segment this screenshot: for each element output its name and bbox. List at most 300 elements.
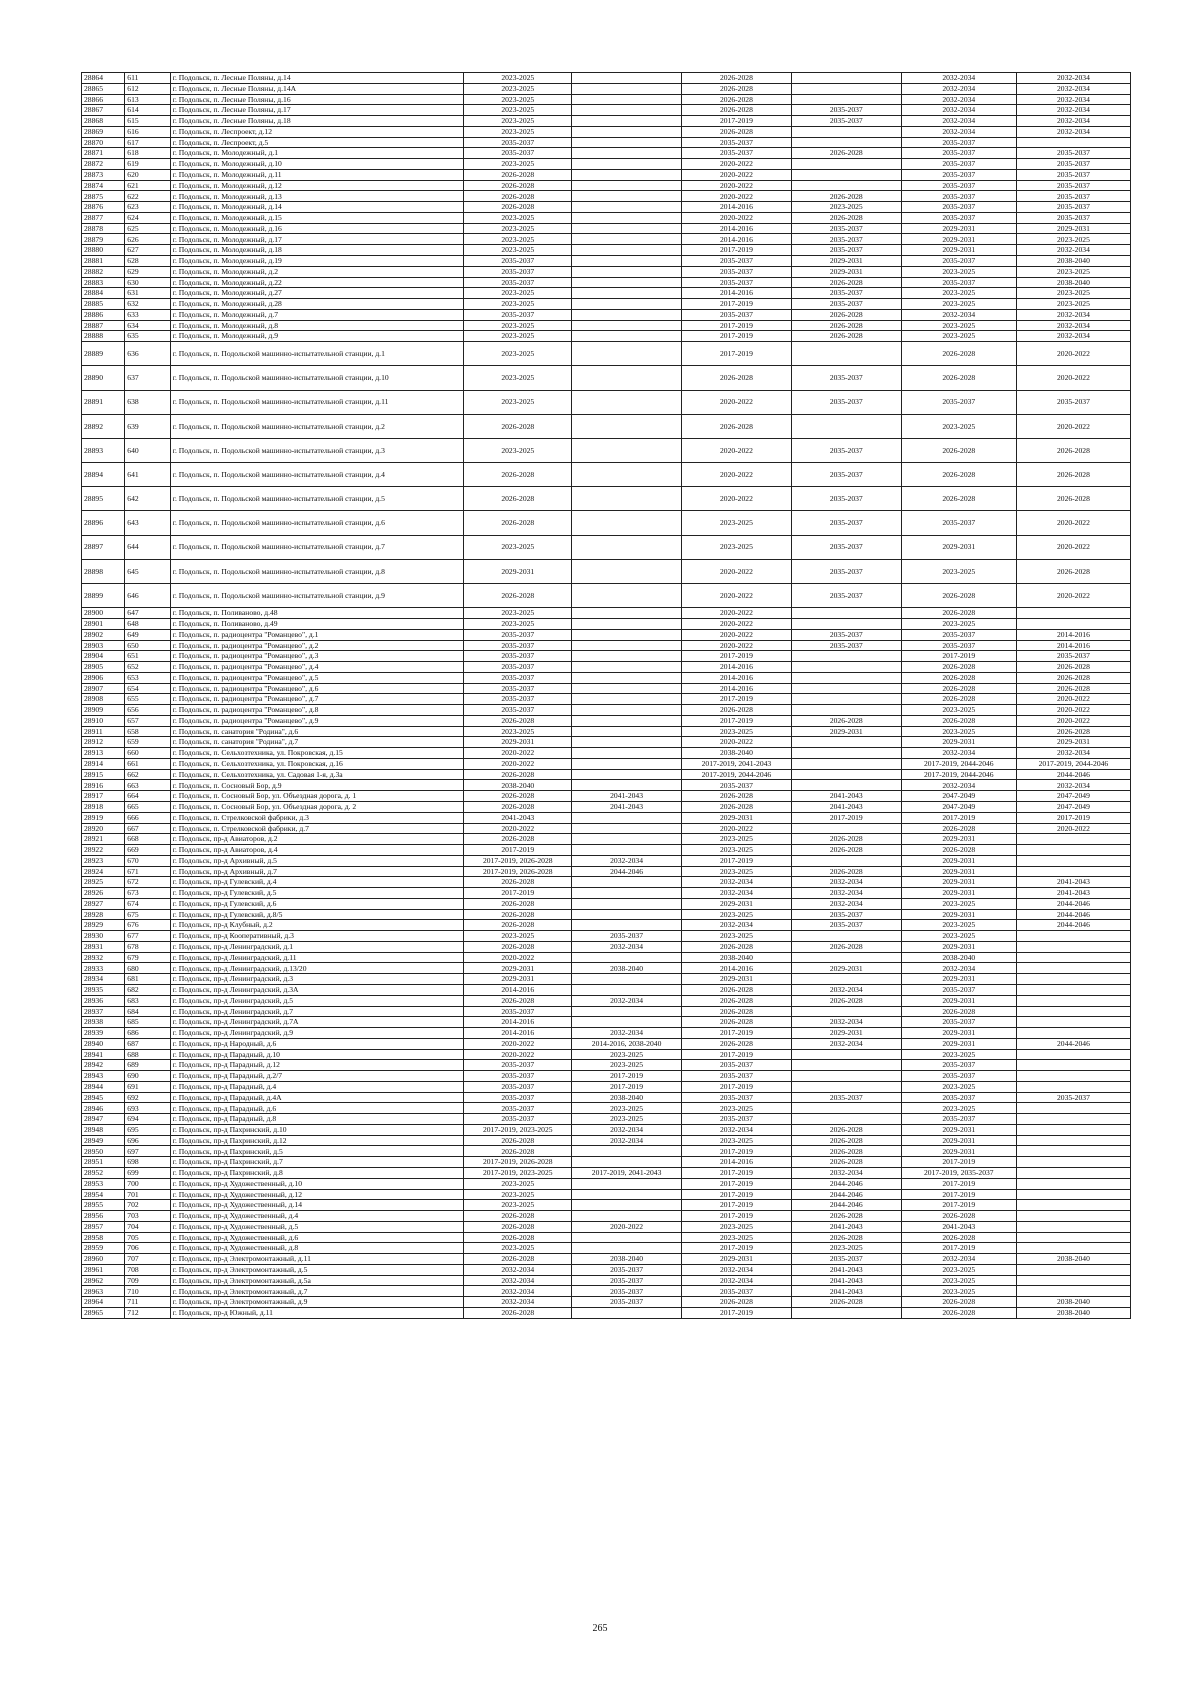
period-6-cell: 2023-2025 <box>1016 234 1130 245</box>
item-number-cell: 628 <box>125 256 170 267</box>
address-cell: г. Подольск, п. Лесные Поляны, д.16 <box>170 94 464 105</box>
registry-number-cell: 28965 <box>82 1307 125 1318</box>
period-5-cell: 2023-2025 <box>901 898 1016 909</box>
period-5-cell: 2032-2034 <box>901 94 1016 105</box>
address-cell: г. Подольск, пр-д Ленинградский, д.7А <box>170 1017 464 1028</box>
period-3-cell: 2017-2019 <box>682 715 792 726</box>
period-5-cell: 2017-2019 <box>901 1178 1016 1189</box>
period-4-cell: 2041-2043 <box>791 1264 901 1275</box>
registry-number-cell: 28954 <box>82 1189 125 1200</box>
period-1-cell: 2023-2025 <box>464 126 572 137</box>
registry-number-cell: 28944 <box>82 1081 125 1092</box>
period-4-cell: 2035-2037 <box>791 559 901 583</box>
address-cell: г. Подольск, пр-д Парадный, д.2/7 <box>170 1071 464 1082</box>
table-row <box>82 737 1131 748</box>
period-1-cell: 2023-2025 <box>464 1178 572 1189</box>
address-cell: г. Подольск, п. Молодежный, д.18 <box>170 245 464 256</box>
table-row <box>82 511 1131 535</box>
period-3-cell: 2032-2034 <box>682 1264 792 1275</box>
item-number-cell: 655 <box>125 694 170 705</box>
period-4-cell: 2032-2034 <box>791 1038 901 1049</box>
period-5-cell: 2017-2019, 2044-2046 <box>901 758 1016 769</box>
item-number-cell: 690 <box>125 1071 170 1082</box>
period-4-cell: 2026-2028 <box>791 320 901 331</box>
address-cell: г. Подольск, пр-д Ленинградский, д.7 <box>170 1006 464 1017</box>
item-number-cell: 692 <box>125 1092 170 1103</box>
period-2-cell <box>572 1200 682 1211</box>
period-3-cell: 2014-2016 <box>682 223 792 234</box>
item-number-cell: 687 <box>125 1038 170 1049</box>
period-6-cell: 2020-2022 <box>1016 715 1130 726</box>
period-5-cell: 2017-2019 <box>901 1200 1016 1211</box>
period-1-cell: 2023-2025 <box>464 105 572 116</box>
period-4-cell <box>791 73 901 84</box>
period-3-cell: 2035-2037 <box>682 1071 792 1082</box>
item-number-cell: 620 <box>125 169 170 180</box>
item-number-cell: 703 <box>125 1211 170 1222</box>
period-6-cell <box>1016 866 1130 877</box>
item-number-cell: 654 <box>125 683 170 694</box>
period-2-cell <box>572 1157 682 1168</box>
period-5-cell: 2017-2019, 2035-2037 <box>901 1168 1016 1179</box>
address-cell: г. Подольск, п. Сосновый Бор, ул. Объездная дорога, д. 2 <box>170 801 464 812</box>
period-4-cell: 2026-2028 <box>791 995 901 1006</box>
period-2-cell <box>572 159 682 170</box>
period-2-cell <box>572 73 682 84</box>
registry-number-cell: 28946 <box>82 1103 125 1114</box>
period-4-cell <box>791 737 901 748</box>
address-cell: г. Подольск, п. Молодежный, д.17 <box>170 234 464 245</box>
address-cell: г. Подольск, пр-д Архивный, д.5 <box>170 855 464 866</box>
period-6-cell: 2029-2031 <box>1016 737 1130 748</box>
period-3-cell: 2023-2025 <box>682 866 792 877</box>
period-5-cell: 2035-2037 <box>901 212 1016 223</box>
address-cell: г. Подольск, пр-д Пахринский, д.7 <box>170 1157 464 1168</box>
period-5-cell: 2038-2040 <box>901 952 1016 963</box>
period-3-cell: 2020-2022 <box>682 191 792 202</box>
period-4-cell <box>791 758 901 769</box>
period-1-cell: 2026-2028 <box>464 1146 572 1157</box>
period-6-cell: 2035-2037 <box>1016 202 1130 213</box>
period-3-cell: 2032-2034 <box>682 877 792 888</box>
table-row <box>82 277 1131 288</box>
period-5-cell: 2023-2025 <box>901 1286 1016 1297</box>
table-row <box>82 898 1131 909</box>
period-3-cell: 2020-2022 <box>682 212 792 223</box>
period-3-cell: 2020-2022 <box>682 390 792 414</box>
period-6-cell <box>1016 931 1130 942</box>
period-3-cell: 2014-2016 <box>682 963 792 974</box>
period-2-cell <box>572 1006 682 1017</box>
registry-number-cell: 28907 <box>82 683 125 694</box>
period-6-cell: 2020-2022 <box>1016 342 1130 366</box>
period-3-cell: 2026-2028 <box>682 1297 792 1308</box>
registry-number-cell: 28923 <box>82 855 125 866</box>
item-number-cell: 626 <box>125 234 170 245</box>
item-number-cell: 661 <box>125 758 170 769</box>
table-row <box>82 941 1131 952</box>
table-row <box>82 342 1131 366</box>
address-cell: г. Подольск, п. Поливаново, д.49 <box>170 618 464 629</box>
item-number-cell: 633 <box>125 309 170 320</box>
period-5-cell: 2035-2037 <box>901 256 1016 267</box>
period-6-cell: 2032-2034 <box>1016 116 1130 127</box>
period-3-cell: 2017-2019 <box>682 1189 792 1200</box>
period-5-cell: 2047-2049 <box>901 791 1016 802</box>
period-1-cell: 2035-2037 <box>464 1060 572 1071</box>
period-2-cell <box>572 234 682 245</box>
period-1-cell: 2032-2034 <box>464 1297 572 1308</box>
period-2-cell: 2044-2046 <box>572 866 682 877</box>
period-5-cell: 2017-2019 <box>901 812 1016 823</box>
period-4-cell: 2032-2034 <box>791 877 901 888</box>
table-row <box>82 877 1131 888</box>
period-3-cell: 2023-2025 <box>682 726 792 737</box>
period-5-cell: 2023-2025 <box>901 320 1016 331</box>
period-5-cell: 2029-2031 <box>901 234 1016 245</box>
period-1-cell: 2035-2037 <box>464 1114 572 1125</box>
period-1-cell: 2029-2031 <box>464 963 572 974</box>
period-6-cell: 2032-2034 <box>1016 309 1130 320</box>
period-4-cell: 2035-2037 <box>791 1254 901 1265</box>
item-number-cell: 705 <box>125 1232 170 1243</box>
registry-number-cell: 28948 <box>82 1124 125 1135</box>
period-4-cell <box>791 608 901 619</box>
item-number-cell: 711 <box>125 1297 170 1308</box>
period-1-cell: 2023-2025 <box>464 366 572 390</box>
address-cell: г. Подольск, пр-д Пахринский, д.5 <box>170 1146 464 1157</box>
period-6-cell <box>1016 995 1130 1006</box>
period-5-cell: 2026-2028 <box>901 1297 1016 1308</box>
period-5-cell: 2026-2028 <box>901 608 1016 619</box>
period-5-cell: 2023-2025 <box>901 1264 1016 1275</box>
item-number-cell: 634 <box>125 320 170 331</box>
period-1-cell: 2023-2025 <box>464 390 572 414</box>
table-row <box>82 180 1131 191</box>
item-number-cell: 637 <box>125 366 170 390</box>
period-3-cell: 2017-2019 <box>682 1211 792 1222</box>
period-1-cell: 2035-2037 <box>464 1092 572 1103</box>
period-3-cell: 2017-2019 <box>682 1243 792 1254</box>
address-cell: г. Подольск, п. Молодежный, д.11 <box>170 169 464 180</box>
registry-number-cell: 28963 <box>82 1286 125 1297</box>
period-1-cell: 2035-2037 <box>464 640 572 651</box>
period-6-cell: 2020-2022 <box>1016 535 1130 559</box>
address-cell: г. Подольск, п. Молодежный, д.9 <box>170 331 464 342</box>
period-4-cell: 2029-2031 <box>791 256 901 267</box>
registry-number-cell: 28895 <box>82 487 125 511</box>
period-4-cell: 2029-2031 <box>791 963 901 974</box>
period-5-cell: 2035-2037 <box>901 148 1016 159</box>
period-5-cell: 2029-2031 <box>901 1038 1016 1049</box>
registry-number-cell: 28873 <box>82 169 125 180</box>
period-5-cell: 2029-2031 <box>901 974 1016 985</box>
period-2-cell: 2017-2019, 2041-2043 <box>572 1168 682 1179</box>
period-4-cell: 2041-2043 <box>791 1221 901 1232</box>
period-6-cell: 2044-2046 <box>1016 909 1130 920</box>
address-cell: г. Подольск, п. радиоцентра "Романцево", д.4 <box>170 662 464 673</box>
registry-number-cell: 28943 <box>82 1071 125 1082</box>
period-2-cell <box>572 758 682 769</box>
registry-number-cell: 28875 <box>82 191 125 202</box>
period-3-cell: 2026-2028 <box>682 801 792 812</box>
period-5-cell: 2035-2037 <box>901 137 1016 148</box>
item-number-cell: 700 <box>125 1178 170 1189</box>
period-4-cell: 2035-2037 <box>791 487 901 511</box>
registry-number-cell: 28884 <box>82 288 125 299</box>
address-cell: г. Подольск, пр-д Художественный, д.10 <box>170 1178 464 1189</box>
period-6-cell: 2020-2022 <box>1016 584 1130 608</box>
period-2-cell: 2038-2040 <box>572 1254 682 1265</box>
period-5-cell: 2035-2037 <box>901 1017 1016 1028</box>
table-row <box>82 1092 1131 1103</box>
address-cell: г. Подольск, п. Сельхозтехника, ул. Покровская, д.15 <box>170 748 464 759</box>
period-2-cell <box>572 662 682 673</box>
period-1-cell: 2026-2028 <box>464 584 572 608</box>
period-3-cell: 2026-2028 <box>682 705 792 716</box>
item-number-cell: 670 <box>125 855 170 866</box>
period-4-cell: 2035-2037 <box>791 1092 901 1103</box>
period-4-cell <box>791 618 901 629</box>
address-cell: г. Подольск, п. радиоцентра "Романцево", д.3 <box>170 651 464 662</box>
period-4-cell <box>791 1049 901 1060</box>
table-row <box>82 888 1131 899</box>
period-1-cell: 2035-2037 <box>464 277 572 288</box>
period-3-cell: 2014-2016 <box>682 288 792 299</box>
item-number-cell: 642 <box>125 487 170 511</box>
period-5-cell: 2029-2031 <box>901 1135 1016 1146</box>
period-5-cell: 2029-2031 <box>901 834 1016 845</box>
period-1-cell: 2023-2025 <box>464 931 572 942</box>
period-3-cell: 2017-2019 <box>682 320 792 331</box>
period-4-cell: 2023-2025 <box>791 1243 901 1254</box>
period-1-cell: 2023-2025 <box>464 535 572 559</box>
period-5-cell: 2026-2028 <box>901 438 1016 462</box>
table-row <box>82 299 1131 310</box>
period-2-cell: 2032-2034 <box>572 1135 682 1146</box>
period-5-cell: 2026-2028 <box>901 1006 1016 1017</box>
period-3-cell: 2023-2025 <box>682 535 792 559</box>
period-5-cell: 2023-2025 <box>901 1049 1016 1060</box>
period-6-cell <box>1016 1103 1130 1114</box>
registry-number-cell: 28960 <box>82 1254 125 1265</box>
table-row <box>82 83 1131 94</box>
table-row <box>82 1168 1131 1179</box>
registry-number-cell: 28878 <box>82 223 125 234</box>
registry-number-cell: 28899 <box>82 584 125 608</box>
period-1-cell: 2035-2037 <box>464 705 572 716</box>
registry-number-cell: 28864 <box>82 73 125 84</box>
period-5-cell: 2032-2034 <box>901 83 1016 94</box>
period-4-cell: 2026-2028 <box>791 715 901 726</box>
period-5-cell: 2029-2031 <box>901 1124 1016 1135</box>
registry-number-cell: 28865 <box>82 83 125 94</box>
period-1-cell: 2041-2043 <box>464 812 572 823</box>
period-2-cell <box>572 256 682 267</box>
registry-number-cell: 28949 <box>82 1135 125 1146</box>
table-row <box>82 414 1131 438</box>
item-number-cell: 666 <box>125 812 170 823</box>
registry-number-cell: 28945 <box>82 1092 125 1103</box>
period-2-cell <box>572 823 682 834</box>
period-2-cell <box>572 737 682 748</box>
period-5-cell: 2023-2025 <box>901 331 1016 342</box>
period-3-cell: 2035-2037 <box>682 780 792 791</box>
address-cell: г. Подольск, п. радиоцентра "Романцево", д.6 <box>170 683 464 694</box>
period-5-cell: 2035-2037 <box>901 1114 1016 1125</box>
period-4-cell: 2035-2037 <box>791 640 901 651</box>
period-1-cell: 2026-2028 <box>464 1135 572 1146</box>
registry-number-cell: 28888 <box>82 331 125 342</box>
period-1-cell: 2035-2037 <box>464 662 572 673</box>
period-5-cell: 2041-2043 <box>901 1221 1016 1232</box>
period-5-cell: 2026-2028 <box>901 715 1016 726</box>
table-row <box>82 1049 1131 1060</box>
period-4-cell: 2032-2034 <box>791 898 901 909</box>
period-2-cell: 2035-2037 <box>572 1286 682 1297</box>
period-3-cell: 2026-2028 <box>682 995 792 1006</box>
period-4-cell: 2035-2037 <box>791 234 901 245</box>
period-6-cell <box>1016 1114 1130 1125</box>
period-5-cell: 2017-2019, 2044-2046 <box>901 769 1016 780</box>
period-2-cell <box>572 487 682 511</box>
period-4-cell: 2026-2028 <box>791 331 901 342</box>
period-2-cell <box>572 618 682 629</box>
period-4-cell <box>791 94 901 105</box>
address-cell: г. Подольск, п. Подольской машинно-испытательной станции, д.10 <box>170 366 464 390</box>
period-2-cell: 2014-2016, 2038-2040 <box>572 1038 682 1049</box>
period-3-cell: 2029-2031 <box>682 812 792 823</box>
period-5-cell: 2029-2031 <box>901 909 1016 920</box>
period-3-cell: 2026-2028 <box>682 1038 792 1049</box>
period-5-cell: 2047-2049 <box>901 801 1016 812</box>
registry-number-cell: 28925 <box>82 877 125 888</box>
registry-number-cell: 28933 <box>82 963 125 974</box>
period-1-cell: 2035-2037 <box>464 651 572 662</box>
address-cell: г. Подольск, п. Лесные Поляны, д.18 <box>170 116 464 127</box>
address-cell: г. Подольск, пр-д Парадный, д.12 <box>170 1060 464 1071</box>
address-cell: г. Подольск, пр-д Ленинградский, д.1 <box>170 941 464 952</box>
registry-number-cell: 28941 <box>82 1049 125 1060</box>
table-row <box>82 812 1131 823</box>
item-number-cell: 647 <box>125 608 170 619</box>
address-cell: г. Подольск, п. Стрелковской фабрики, д.3 <box>170 812 464 823</box>
registry-number-cell: 28927 <box>82 898 125 909</box>
table-row <box>82 974 1131 985</box>
period-2-cell: 2020-2022 <box>572 1221 682 1232</box>
period-5-cell: 2026-2028 <box>901 584 1016 608</box>
period-6-cell <box>1016 1178 1130 1189</box>
period-5-cell: 2032-2034 <box>901 73 1016 84</box>
period-5-cell: 2023-2025 <box>901 559 1016 583</box>
address-cell: г. Подольск, пр-д Электромонтажный, д.11 <box>170 1254 464 1265</box>
period-2-cell <box>572 640 682 651</box>
table-row <box>82 629 1131 640</box>
address-cell: г. Подольск, пр-д Ленинградский, д.13/20 <box>170 963 464 974</box>
registry-number-cell: 28866 <box>82 94 125 105</box>
period-1-cell: 2026-2028 <box>464 180 572 191</box>
period-2-cell <box>572 726 682 737</box>
period-2-cell: 2023-2025 <box>572 1060 682 1071</box>
registry-number-cell: 28953 <box>82 1178 125 1189</box>
registry-number-cell: 28908 <box>82 694 125 705</box>
address-cell: г. Подольск, пр-д Художественный, д.4 <box>170 1211 464 1222</box>
period-6-cell: 2032-2034 <box>1016 320 1130 331</box>
period-4-cell <box>791 1103 901 1114</box>
item-number-cell: 614 <box>125 105 170 116</box>
period-1-cell: 2035-2037 <box>464 694 572 705</box>
period-2-cell <box>572 169 682 180</box>
period-2-cell: 2032-2034 <box>572 1124 682 1135</box>
item-number-cell: 663 <box>125 780 170 791</box>
period-2-cell <box>572 309 682 320</box>
period-4-cell <box>791 126 901 137</box>
period-5-cell: 2026-2028 <box>901 366 1016 390</box>
registry-number-cell: 28940 <box>82 1038 125 1049</box>
table-row <box>82 366 1131 390</box>
registry-number-cell: 28883 <box>82 277 125 288</box>
period-2-cell <box>572 877 682 888</box>
registry-number-cell: 28889 <box>82 342 125 366</box>
period-2-cell: 2041-2043 <box>572 801 682 812</box>
period-2-cell: 2023-2025 <box>572 1049 682 1060</box>
table-row <box>82 705 1131 716</box>
registry-number-cell: 28905 <box>82 662 125 673</box>
period-4-cell <box>791 651 901 662</box>
period-4-cell: 2032-2034 <box>791 1017 901 1028</box>
period-3-cell: 2032-2034 <box>682 1124 792 1135</box>
period-1-cell: 2020-2022 <box>464 748 572 759</box>
address-cell: г. Подольск, п. радиоцентра "Романцево", д.2 <box>170 640 464 651</box>
period-3-cell: 2017-2019 <box>682 299 792 310</box>
table-row <box>82 1103 1131 1114</box>
period-6-cell: 2014-2016 <box>1016 629 1130 640</box>
period-6-cell: 2032-2034 <box>1016 83 1130 94</box>
address-cell: г. Подольск, пр-д Электромонтажный, д.5а <box>170 1275 464 1286</box>
table-row <box>82 487 1131 511</box>
period-1-cell: 2026-2028 <box>464 834 572 845</box>
period-5-cell: 2023-2025 <box>901 705 1016 716</box>
period-3-cell: 2020-2022 <box>682 159 792 170</box>
period-3-cell: 2038-2040 <box>682 952 792 963</box>
period-1-cell: 2032-2034 <box>464 1264 572 1275</box>
period-3-cell: 2014-2016 <box>682 1157 792 1168</box>
period-4-cell: 2044-2046 <box>791 1200 901 1211</box>
period-2-cell <box>572 277 682 288</box>
registry-number-cell: 28910 <box>82 715 125 726</box>
period-5-cell: 2035-2037 <box>901 1092 1016 1103</box>
period-1-cell: 2035-2037 <box>464 256 572 267</box>
item-number-cell: 668 <box>125 834 170 845</box>
period-4-cell: 2041-2043 <box>791 1286 901 1297</box>
period-1-cell: 2035-2037 <box>464 1081 572 1092</box>
period-4-cell: 2035-2037 <box>791 463 901 487</box>
period-6-cell: 2026-2028 <box>1016 662 1130 673</box>
period-3-cell: 2026-2028 <box>682 73 792 84</box>
item-number-cell: 693 <box>125 1103 170 1114</box>
period-2-cell <box>572 137 682 148</box>
period-6-cell: 2032-2034 <box>1016 94 1130 105</box>
period-6-cell: 2020-2022 <box>1016 823 1130 834</box>
period-3-cell: 2020-2022 <box>682 463 792 487</box>
item-number-cell: 635 <box>125 331 170 342</box>
table-row <box>82 223 1131 234</box>
table-row <box>82 105 1131 116</box>
period-2-cell <box>572 812 682 823</box>
period-4-cell: 2035-2037 <box>791 909 901 920</box>
item-number-cell: 621 <box>125 180 170 191</box>
item-number-cell: 658 <box>125 726 170 737</box>
